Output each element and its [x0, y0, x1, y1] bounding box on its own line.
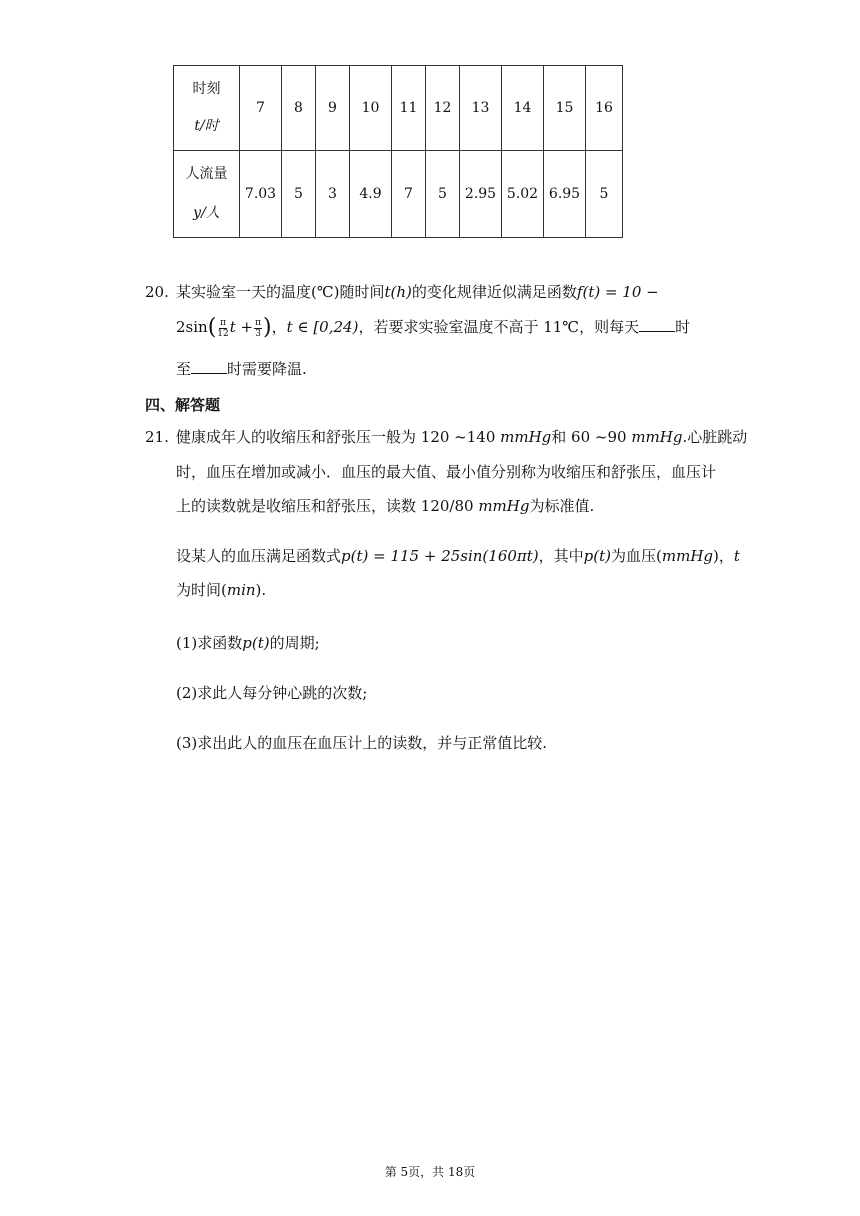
q21-para2-line1: 设某人的血压满足函数式p(t) = 115 + 25sin(160πt)，其中p(t)为血压(mmHg)，t [176, 547, 740, 565]
cell-t: 9 [316, 66, 350, 151]
cell-y: 3 [316, 151, 350, 238]
cell-y: 2.95 [460, 151, 502, 238]
q20-line-2: 2sin( $\frac{\pi}{12}$ t + $\frac{\pi}{3}$ )，t ∈ [0,24)，若要求实验室温度不高于 11℃，则每天 时 [176, 315, 691, 340]
data-table [173, 65, 623, 238]
answer-blank-2 [191, 359, 227, 374]
cell-y: 5 [586, 151, 623, 238]
q21-number: 21. [145, 428, 169, 446]
cell-t: 7 [240, 66, 282, 151]
q21-subquestion-1: (1)求函数p(t)的周期; [176, 634, 320, 652]
cell-t: 11 [392, 66, 426, 151]
q21-para1-line2: 时，血压在增加或减小．血压的最大值、最小值分别称为收缩压和舒张压，血压计 [176, 463, 717, 481]
cell-y: 5 [282, 151, 316, 238]
cell-y: 5 [426, 151, 460, 238]
header-cell-time: 时刻 t/时 [174, 66, 240, 151]
cell-t: 10 [350, 66, 392, 151]
cell-y: 4.9 [350, 151, 392, 238]
table-row-time [174, 66, 623, 151]
q20-line-3: 至 时需要降温. [176, 360, 307, 378]
cell-y: 6.95 [544, 151, 586, 238]
table-row-flow [174, 151, 623, 238]
cell-t: 8 [282, 66, 316, 151]
cell-t: 12 [426, 66, 460, 151]
fraction-pi-3: $\frac{\pi}{3}$ [255, 317, 262, 339]
answer-blank-1 [639, 317, 675, 332]
page-footer: 第 5页，共 18页 [384, 1165, 476, 1179]
cell-y: 7 [392, 151, 426, 238]
q20-number: 20. [145, 283, 169, 301]
q20-line-1: 某实验室一天的温度(℃)随时间t(h)的变化规律近似满足函数f(t) = 10 − [176, 283, 659, 301]
cell-t: 13 [460, 66, 502, 151]
cell-t: 15 [544, 66, 586, 151]
cell-y: 5.02 [502, 151, 544, 238]
q21-para1-line1: 健康成年人的收缩压和舒张压一般为 120 ~140 mmHg和 60 ~90 mmHg.心脏跳动 [176, 428, 748, 446]
header-cell-flow: 人流量 y/人 [174, 151, 240, 238]
q21-para2-line2: 为时间(min). [176, 581, 267, 599]
q21-subquestion-2: (2)求此人每分钟心跳的次数; [176, 684, 368, 702]
cell-y: 7.03 [240, 151, 282, 238]
cell-t: 14 [502, 66, 544, 151]
cell-t: 16 [586, 66, 623, 151]
section-title: 四、解答题 [145, 396, 221, 414]
q21-para1-line3: 上的读数就是收缩压和舒张压，读数 120/80 mmHg为标准值. [176, 497, 595, 515]
fraction-pi-12: $\frac{\pi}{12}$ [217, 317, 229, 339]
q21-subquestion-3: (3)求出此人的血压在血压计上的读数，并与正常值比较. [176, 734, 548, 752]
